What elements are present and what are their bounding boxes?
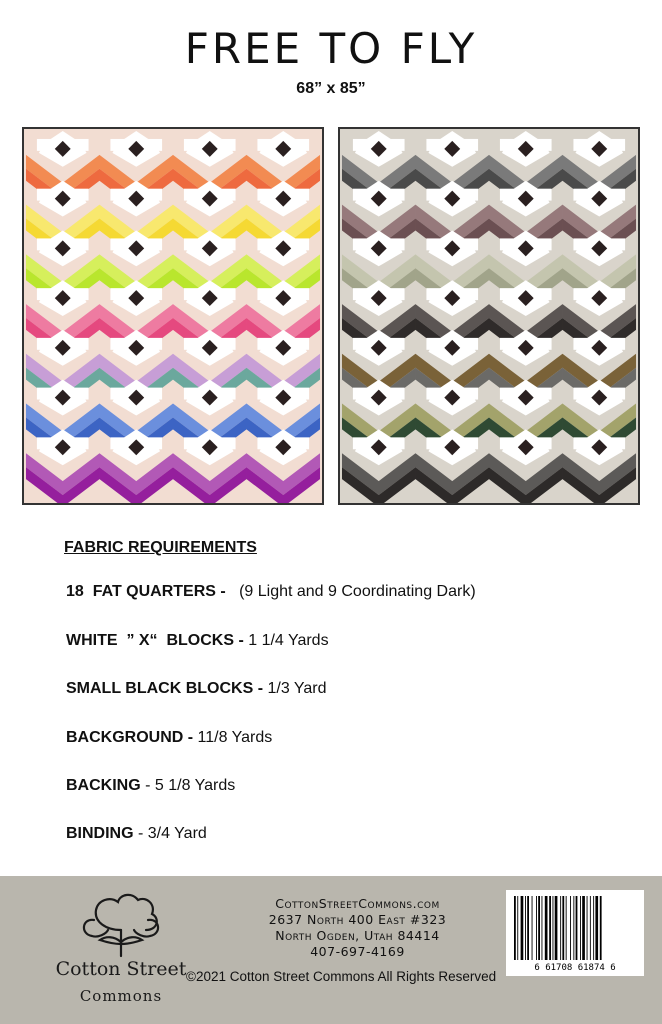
- requirement-small-black-blocks: [66, 680, 326, 698]
- barcode-bar: [576, 896, 578, 960]
- website-link: CottonStreetCommons.com: [275, 896, 440, 911]
- address-line-2: North Ogden, Utah 84414: [275, 928, 440, 943]
- fabric-requirements-heading: FABRIC REQUIREMENTS: [64, 539, 257, 556]
- quilt-size: 68” x 85”: [296, 80, 366, 97]
- barcode-bar: [532, 896, 533, 960]
- barcode-bar: [521, 896, 524, 960]
- barcode-number: 6 61708 61874 6: [534, 963, 616, 972]
- barcode-bar: [525, 896, 526, 960]
- requirement-value: (9 Light and 9 Coordinating Dark): [230, 583, 476, 600]
- copyright-notice: ©2021 Cotton Street Commons All Rights Reserved: [186, 969, 497, 984]
- cotton-boll-icon: [36, 890, 206, 960]
- requirement-background: [66, 729, 272, 747]
- barcode-bar: [527, 896, 529, 960]
- barcode-bar: [580, 896, 581, 960]
- requirement-binding: [66, 825, 207, 843]
- quilt-color-svg: [24, 129, 322, 503]
- barcode-bar: [514, 896, 516, 960]
- barcode-bar: [582, 896, 585, 960]
- barcode: [506, 890, 644, 976]
- barcode-bar: [573, 896, 574, 960]
- address-line-1: 2637 North 400 East #323: [268, 912, 447, 927]
- barcode-bar: [560, 896, 561, 960]
- barcode-bar: [562, 896, 564, 960]
- quilt-image-color: [22, 127, 324, 505]
- requirement-label: BINDING: [66, 825, 134, 842]
- barcode-bar: [600, 896, 602, 960]
- requirement-value: 1 1/4 Yards: [248, 632, 329, 649]
- quilt-neutral-svg: [340, 129, 638, 503]
- requirement-label: WHITE ” X“ BLOCKS -: [66, 632, 249, 649]
- quilt-image-neutral: [338, 127, 640, 505]
- barcode-bar: [538, 896, 540, 960]
- requirement-white-x-blocks: [66, 632, 329, 650]
- barcode-graphic: [510, 894, 640, 972]
- barcode-bar: [566, 896, 567, 960]
- barcode-bar: [517, 896, 518, 960]
- contact-info: [230, 896, 485, 960]
- barcode-bar: [593, 896, 594, 960]
- requirement-value: 11/8 Yards: [197, 729, 273, 746]
- barcode-bar: [545, 896, 548, 960]
- barcode-bar: [542, 896, 543, 960]
- requirement-fat-quarters: [66, 583, 476, 601]
- requirement-value: - 5 1/8 Yards: [140, 777, 236, 794]
- footer: [0, 876, 662, 1024]
- barcode-bar: [553, 896, 554, 960]
- barcode-bar: [587, 896, 588, 960]
- barcode-bar: [549, 896, 551, 960]
- barcode-bar: [536, 896, 537, 960]
- logo-text-cotton-street: Cotton Street: [55, 958, 187, 980]
- logo-text-commons: Commons: [79, 987, 163, 1005]
- requirement-label: 18 FAT QUARTERS -: [66, 583, 231, 600]
- barcode-bar: [570, 896, 571, 960]
- requirement-label: SMALL BLACK BLOCKS -: [66, 680, 268, 697]
- barcode-bar: [555, 896, 558, 960]
- cotton-street-logo: [36, 890, 206, 1016]
- barcode-bar: [595, 896, 598, 960]
- requirement-value: - 3/4 Yard: [133, 825, 207, 842]
- requirement-label: BACKGROUND -: [66, 729, 198, 746]
- requirement-backing: [66, 777, 235, 795]
- pattern-title: FREE TO FLY: [184, 24, 478, 73]
- barcode-bar: [590, 896, 591, 960]
- requirement-value: 1/3 Yard: [267, 680, 327, 697]
- phone-number: 407-697-4169: [310, 944, 405, 959]
- requirement-label: BACKING: [66, 777, 141, 794]
